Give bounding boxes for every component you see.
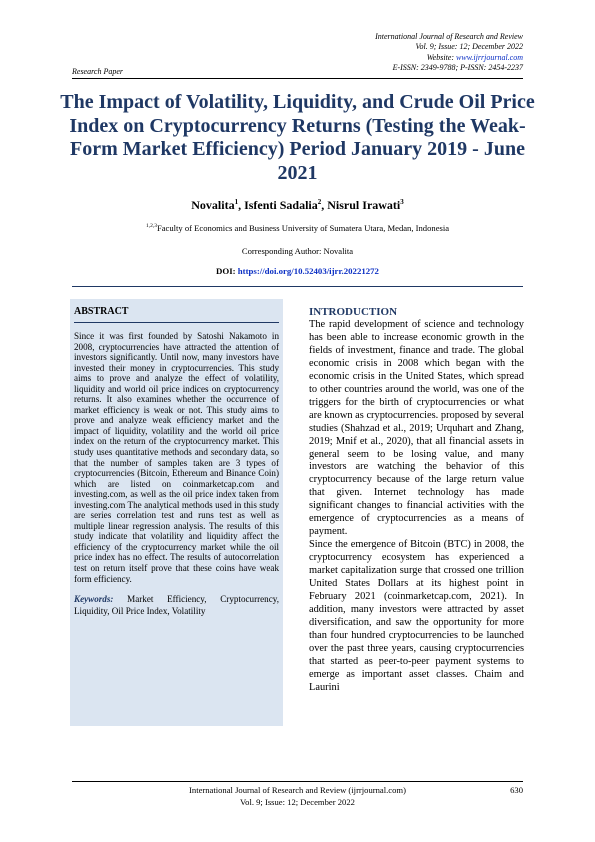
introduction-section — [309, 306, 524, 695]
header-issn: E-ISSN: 2349-9788; P-ISSN: 2454-2237 — [392, 63, 523, 73]
page-footer — [72, 785, 523, 808]
header-volume: Vol. 9; Issue: 12; December 2022 — [415, 42, 523, 52]
page-number: 630 — [510, 785, 523, 795]
abstract-divider — [74, 322, 279, 323]
header-website: Website: www.ijrrjournal.com — [426, 52, 523, 62]
paper-title: The Impact of Volatility, Liquidity, and Crude Oil Price Index on Cryptocurrency Returns (Testing the Weak-Form Market Efficiency) Period January 2019 - June 2021 — [60, 91, 535, 184]
footer-volume: Vol. 9; Issue: 12; December 2022 — [240, 796, 355, 807]
doi-link[interactable]: https://doi.org/10.52403/ijrr.20221272 — [237, 266, 379, 276]
abstract-text: Since it was first founded by Satoshi Nakamoto in 2008, cryptocurrencies have attracted the attention of investors significantly. Until now, many investors have invested their money in cryptocurrencies. This study aims to prove and analyze the effect of volatility, liquidity and world oil price indices on cryptocurrency returns. It also examines whether the occurrence of market efficiency is weak or not. This study aims to prove and analyze weak efficiency market and the impact of liquidity, volatility and the world oil price index on the return of the cryptocurrency market. This study uses quantitative methods and secondary data, so that the number of samples taken are 3 types of cryptocurrencies (Bitcoin, Ethereum and Binance Coin) which are listed on coinmarketcap.com and investing.com, as well as the oil price index taken from investing.com The analytical methods used in this study are series correlation test and runs test as well as multiple linear regression analysis. The results of this study indicate that volatility and liquidity affect the efficiency of the cryptocurrency market while the oil price index has no effect. The results of autocorrelation test on return itself prove that these coins have weak form efficiency. — [74, 331, 279, 584]
abstract-heading: ABSTRACT — [74, 306, 129, 317]
header-divider — [72, 78, 523, 79]
author-name: Novalita — [191, 198, 235, 212]
title-divider — [72, 286, 523, 287]
author-list: Novalita$^1$, Isfenti Sadalia$^2$, Nisrul Irawati$^3$ — [191, 198, 404, 212]
author-sup: 3 — [400, 198, 404, 206]
introduction-heading: INTRODUCTION — [309, 306, 398, 318]
running-header — [375, 32, 523, 74]
author-name: Isfenti Sadalia — [244, 198, 318, 212]
doi-line: DOI: https://doi.org/10.52403/ijrr.20221272 — [216, 266, 379, 276]
intro-paragraph: Since the emergence of Bitcoin (BTC) in 2008, the cryptocurrency ecosystem has experienced a market capitalization surge that crossed one trillion United States Dollars at its highest point in February 2021 (coinmarketcap.com, 2021). In addition, many investors were attracted by asset diversification, and saw the opportunity for more than four hundred cryptocurrencies to be launched over the past three years, causing cryptocurrencies that started as peer-to-peer payment systems to emerge as important asset classes. Chaim and Laurini — [309, 539, 524, 693]
affiliation-sup: 1,2,3 — [145, 223, 157, 230]
corresponding-author: Corresponding Author: Novalita — [241, 246, 354, 256]
affiliation — [72, 223, 523, 233]
website-link[interactable]: www.ijrrjournal.com — [456, 52, 523, 62]
paper-type-label: Research Paper — [72, 67, 124, 76]
author-name: Nisrul Irawati — [327, 198, 401, 212]
header-journal: International Journal of Research and Review — [375, 32, 523, 41]
intro-paragraph: The rapid development of science and technology has been able to increase economic growth in the fields of investment, finance and trade. The global economic crisis in 2008 which began with the economic crisis in the United States, which spread to other countries around the world, was one of the triggers for the birth of cryptocurrencies or what are known as cryptocurrencies. proposed by several studies (Shahzad et al., 2019; Urquhart and Zhang, 2019; Mnif et al., 2020), that all financial assets in general seem to be losing value, and many investors are watching the behavior of this cryptocurrency because of the large return value that given. Internet technology has made significant changes to financial activities with the emergence of cryptocurrencies as a means of payment. — [309, 319, 524, 538]
footer-journal: International Journal of Research and Review (ijrrjournal.com) — [189, 785, 406, 795]
affiliation-text: Faculty of Economics and Business University of Sumatera Utara, Medan, Indonesia — [156, 223, 450, 233]
author-sup: 2 — [317, 198, 322, 206]
author-sup: 1 — [234, 198, 239, 206]
keywords — [74, 594, 279, 617]
abstract-box — [70, 299, 283, 726]
keywords-text: Market Efficiency, Cryptocurrency, Liquidity, Oil Price Index, Volatility — [74, 594, 279, 616]
keywords-label: Keywords: — [74, 594, 114, 605]
footer-divider — [72, 781, 523, 782]
